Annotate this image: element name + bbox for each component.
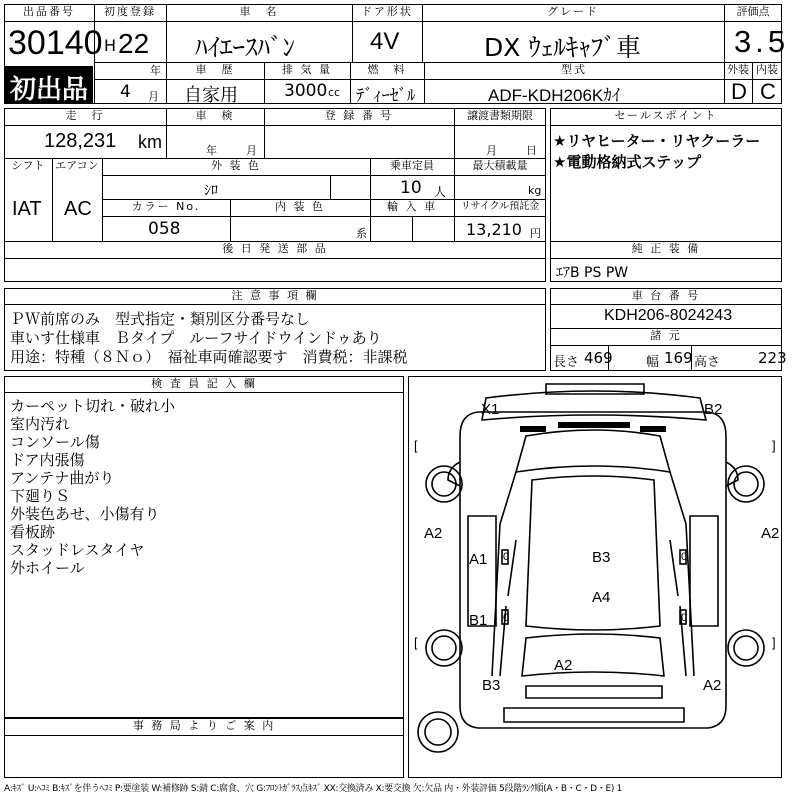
spec-title: 諸 元 [650,329,682,342]
color-label: 外 装 色 [211,159,261,172]
handle-zero-4: 0 [681,612,688,624]
yen-unit: 円 [530,227,541,240]
score-label: 評価点 [736,5,770,18]
year-unit: 年 [150,64,161,77]
kg-unit: kg [528,184,542,197]
mileage-label: 走 行 [65,109,105,122]
capacity: 10 [400,178,422,198]
handle-zero-1: 0 [503,551,510,563]
lot-number-label: 出品番号 [23,5,75,18]
damage-label-a1: A1 [469,551,488,568]
plate-label: 登 録 番 号 [324,109,394,122]
car-name-label: 車 名 [239,5,279,18]
windshield [516,430,670,472]
bracket-left-bottom: [ [414,635,418,650]
length-label: 長さ [553,355,580,370]
transfer-day: 日 [526,144,537,157]
load-label: 最大積載量 [472,159,528,172]
color-no-label: カラー No. [131,200,201,213]
vent-mid [558,422,630,428]
width: 169 [664,349,693,367]
later-parts-label: 後 日 発 送 部 品 [222,242,328,255]
inspector-line-9: スタッドレスタイヤ [10,541,145,559]
bracket-left-top: [ [414,438,418,453]
damage-label-a2-left: A2 [424,525,443,542]
office-title: 事 務 局 よ り ご 案 内 [132,719,276,732]
score: 3.5 [734,24,790,59]
inspector-line-7: 外装色あせ、小傷有り [10,505,160,523]
grade: DX ｳｪﾙｷｬﾌﾞ車 [484,33,641,62]
lot-number: 30140 [8,24,103,62]
month-unit: 月 [148,90,159,103]
displacement: 3000 [284,81,328,101]
inspector-line-5: アンテナ曲がり [10,469,115,487]
grade-label: グレード [547,5,599,18]
color-no: 058 [148,219,181,239]
height: 223 [758,349,787,367]
reg-year: 22 [118,28,150,59]
bracket-right-top: ] [772,438,776,453]
width-label: 幅 [646,355,660,370]
color: ｼﾛ [204,183,218,199]
inspector-title: 検 査 員 記 入 欄 [151,377,257,390]
sales-point-2: ★電動格納式ステップ [553,153,702,171]
history: 自家用 [184,85,238,106]
inspection-year-unit: 年 [206,144,217,157]
rear-bumper [526,686,662,698]
first-listing-text: 初出品 [10,75,89,105]
car-diagram [408,376,782,778]
vent-right [640,426,666,432]
interior-color-unit: 系 [356,227,367,240]
damage-label-b3-roof: B3 [592,549,611,566]
transfer-month: 月 [486,144,497,157]
length: 469 [584,349,613,367]
equipment: ｴｱB PS PW [556,265,629,281]
history-label: 車 歴 [195,63,235,76]
damage-label-x1: X1 [481,401,500,418]
chassis-number: KDH206-8024243 [604,307,733,324]
handle-zero-2: 0 [681,551,688,563]
fuel-label: 燃 料 [367,63,407,76]
equipment-title: 純 正 装 備 [631,242,701,255]
person-unit: 人 [434,185,447,199]
recycle-amount: 13,210 [466,220,522,239]
damage-label-a4: A4 [592,589,611,606]
damage-label-b2: B2 [704,401,723,418]
model: ADF-KDH206Kｶｲ [488,86,621,105]
inspector-line-10: 外ホイール [10,559,85,577]
ac-label: エアコン [55,159,99,172]
notes-line-3: 用途：特種（８Ｎｏ） 福祉車両確認要す 消費税：非課税 [10,348,408,366]
km-unit: km [138,132,162,152]
recycle-label: リサイクル預託金 [460,201,540,212]
model-label: 型式 [561,63,587,76]
inspector-line-8: 看板跡 [10,523,56,541]
cc-unit: cc [328,86,341,99]
car-name: ﾊｲｴｰｽﾊﾞﾝ [195,33,296,62]
inspector-line-4: ドア内張傷 [10,451,85,469]
interior-label: 内装 [756,63,778,76]
handle-zero-3: 0 [503,612,510,624]
exterior-grade: D [731,79,747,104]
legend: A:ｷｽﾞ U:ﾍｺﾐ B:ｷｽﾞを伴うﾍｺﾐ P:要塗装 W:補修跡 S:錆 C:腐食、穴 G:ﾌﾛﾝﾄｶﾞﾗｽ点ｷｽﾞ XX:交換済み X:要交換 欠:欠品 内・外装評価 5段階ﾗﾝｸ順(A・B・C・D・E) 1 [4,784,623,794]
exterior-label: 外装 [727,63,749,76]
rear-step [504,708,684,722]
reg-month: 4 [120,82,131,102]
displacement-label: 排 気 量 [282,63,332,76]
inspector-line-2: 室内汚れ [10,415,71,433]
sales-point-1: ★リヤヒーター・リヤクーラー [553,132,761,150]
damage-label-a2-rear-right: A2 [703,677,722,694]
damage-label-b3-rear: B3 [482,677,501,694]
door-label: ドア形状 [361,5,413,18]
inspection-month-unit: 月 [246,144,257,157]
door-type: 4V [370,28,400,55]
inspector-line-3: コンソール傷 [10,433,100,451]
mileage: 128,231 [44,130,117,152]
vent-left [520,426,546,432]
transfer-label: 譲渡書類期限 [467,109,533,122]
shift: IAT [12,198,42,220]
height-label: 高さ [694,355,721,370]
ac: AC [64,198,92,220]
bracket-right-bottom: ] [772,635,776,650]
capacity-label: 乗車定員 [390,159,434,172]
notes-line-1: ＰＷ前席のみ 型式指定・類別区分番号なし [10,310,311,328]
damage-label-a2-right: A2 [761,525,780,542]
interior-color-label: 内 装 色 [275,200,325,213]
notes-line-2: 車いす仕様車 Ｂタイプ ルーフサイドウインドゥあり [10,329,382,347]
first-reg-label: 初度登録 [104,5,156,18]
sales-point-title: セールスポイント [614,109,718,122]
fuel: ﾃﾞｨｰｾﾞﾙ [356,86,416,106]
import-label: 輸 入 車 [387,200,437,213]
chassis-title: 車 台 番 号 [631,289,701,302]
inspection-label: 車 検 [195,109,235,122]
damage-label-a2-rear: A2 [554,657,573,674]
spare-tire [418,712,458,752]
shift-label: シフト [11,159,45,172]
rear-window [522,634,664,676]
inspector-line-6: 下廻りＳ [10,487,71,505]
era: H [104,36,117,55]
damage-label-b1: B1 [469,612,488,629]
interior-grade: C [760,79,776,104]
notes-title: 注 意 事 項 欄 [231,289,319,302]
inspector-line-1: カーペット切れ・破れ小 [10,397,176,415]
